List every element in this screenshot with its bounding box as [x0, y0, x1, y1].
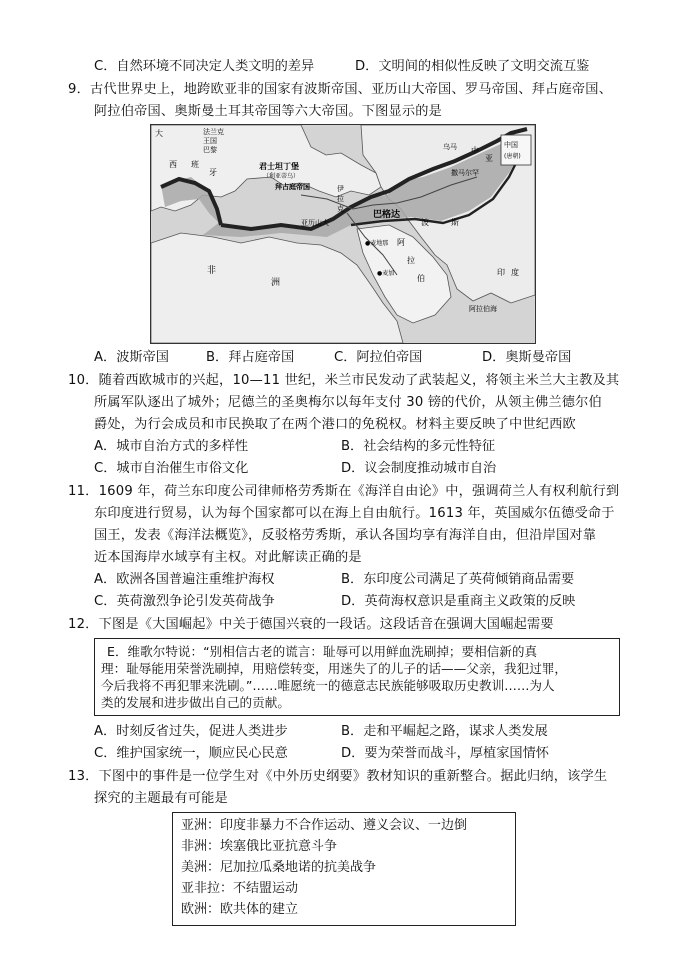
map-label-du: 度 — [511, 268, 519, 277]
map-label-ba: 巴黎 — [203, 146, 217, 154]
map-label-junshi: 君士坦丁堡 — [259, 162, 299, 171]
q11-option-d: D．英荷海权意识是重商主义政策的反映 — [341, 594, 576, 609]
q12-quote-line-3: 今后我将不再犯罪来洗刷。”……唯愿统一的德意志民族能够吸取历史教训……为人 — [101, 678, 555, 693]
q10-stem-line-3: 爵处，为行会成员和市民换取了在两个港口的免税权。材料主要反映了中世纪西欧 — [94, 417, 576, 432]
q9-stem-line-2: 阿拉伯帝国、奥斯曼土耳其帝国等六大帝国。下图显示的是 — [94, 104, 443, 119]
map-label-shuma: 撒马尔罕 — [451, 169, 479, 177]
q11-stem-line-1: 11．1609 年，荷兰东印度公司律师格劳秀斯在《海洋自由论》中，强调荷兰人有权利航行到 — [68, 484, 620, 499]
q10-option-a: A．城市自治方式的多样性 — [94, 439, 249, 454]
q10-option-d: D．议会制度推动城市自治 — [341, 461, 497, 476]
q13-summary-box — [172, 812, 516, 926]
q9-map-figure — [150, 124, 536, 344]
q11-stem-line-4: 近本国海岸水域享有主权。对此解读正确的是 — [94, 550, 362, 565]
map-label-yi: 伊 — [337, 185, 344, 193]
q11-option-a: A．欧洲各国普遍注重维护海权 — [94, 572, 275, 587]
map-label-bgd: 巴格达 — [373, 210, 401, 220]
q11-stem-line-2: 东印度进行贸易，认为每个国家都可以在海上自由航行。1613 年，英国威尔伍德受命于 — [94, 506, 615, 521]
map-label-mgjia: ●麦加 — [377, 270, 395, 277]
map-label-bo: 波 — [421, 218, 429, 227]
q9-stem-line-1: 9．古代世界史上，地跨欧亚非的国家有波斯帝国、亚历山大帝国、罗马帝国、拜占庭帝国、 — [68, 82, 613, 97]
map-label-ae2: 拉 — [407, 256, 415, 265]
q10-stem-line-2: 所属军队逐出了城外；尼德兰的圣奥梅尔以每年支付 30 镑的代价，从领主佛兰德尔伯 — [94, 395, 602, 410]
map-label-hai: 阿拉伯海 — [469, 305, 497, 313]
q10-option-b: B．社会结构的多元性特征 — [341, 439, 496, 454]
map-label-ae1: 阿 — [397, 238, 405, 247]
q12-stem-line-1: 12．下图是《大国崛起》中关于德国兴衰的一段话。这段话音在强调大国崛起需要 — [68, 617, 554, 632]
q9-option-c: C．阿拉伯帝国 — [334, 350, 423, 365]
q8-option-c: C．自然环境不同决定人类文明的差异 — [94, 59, 315, 74]
map-label-xi: 西 — [169, 160, 177, 169]
map-label-ke: 克 — [337, 205, 344, 213]
q10-option-c: C．城市自治催生市俗文化 — [94, 461, 249, 476]
q11-option-b: B．东印度公司满足了英荷倾销商品需要 — [341, 572, 575, 587]
q11-option-c: C．英荷激烈争论引发英荷战争 — [94, 594, 275, 609]
q8-option-d: D．文明间的相似性反映了文明交流互鉴 — [355, 59, 590, 74]
map-label-yl: （利亚蒂乌） — [263, 173, 300, 180]
q12-quote-box — [94, 638, 620, 716]
q13-summary-line-europe: 欧洲：欧共体的建立 — [181, 902, 299, 917]
map-label-la: 拉 — [337, 195, 344, 203]
q13-summary-line-afroasia: 亚非拉：不结盟运动 — [181, 881, 299, 896]
map-label-ban: 班 — [191, 160, 199, 169]
q12-option-c: C．维护国家统一，顺应民心民意 — [94, 746, 288, 761]
q13-summary-line-america: 美洲：尼加拉瓜桑地诺的抗美战争 — [181, 860, 377, 875]
map-label-wuma: 乌马 — [443, 143, 457, 151]
q11-stem-line-3: 国王，发表《海洋法概览》，反驳格劳秀斯，承认各国均享有海洋自由，但沿岸国对靠 — [94, 528, 597, 543]
map-label-ind: 印 — [497, 268, 505, 277]
q9-option-d: D．奥斯曼帝国 — [482, 350, 572, 365]
map-label-ae3: 伯 — [417, 274, 425, 283]
q13-summary-line-africa: 非洲：埃塞俄比亚抗意斗争 — [181, 839, 338, 854]
q10-stem-line-1: 10．随着西欧城市的兴起，10—11 世纪，米兰市民发动了武装起义，将领主米兰大主教及其 — [68, 373, 620, 388]
q13-summary-line-asia: 亚洲：印度非暴力不合作运动、遵义会议、一边倒 — [181, 818, 468, 833]
q12-quote-line-2: 理：耻辱能用荣誉洗刷掉，用赔偿转变，用迷失了的儿子的话——父亲，我犯过罪， — [101, 661, 567, 676]
q12-option-a: A．时刻反省过失，促进人类进步 — [94, 724, 288, 739]
map-label-ya: 牙 — [209, 168, 217, 177]
map-label-zg2: (唐朝) — [504, 153, 521, 160]
q9-option-b: B．拜占庭帝国 — [206, 350, 295, 365]
map-label-zg: 中国 — [504, 141, 518, 149]
map-label-si: 斯 — [451, 218, 459, 227]
q12-quote-line-1: E．维歌尔特说：“别相信古老的谎言：耻辱可以用鲜血洗刷掉；要相信新的真 — [107, 644, 538, 659]
q12-option-b: B．走和平崛起之路，谋求人类发展 — [341, 724, 548, 739]
map-label-mjn: ●麦地那 — [365, 240, 389, 247]
map-label-zhou: 洲 — [271, 278, 281, 288]
q12-option-d: D．要为荣誉而战斗，厚植家国情怀 — [341, 746, 549, 761]
map-label-fei: 非 — [207, 266, 217, 276]
q13-stem-line-1: 13．下图中的事件是一位学生对《中外历史纲要》教材知识的重新整合。据此归纳，该学生 — [68, 769, 608, 784]
map-label-zhong: 中 — [471, 146, 479, 155]
q13-stem-line-2: 探究的主题最有可能是 — [94, 791, 228, 806]
map-label-ya2: 亚 — [485, 154, 493, 163]
map-label-alxd: 亚历山大 — [301, 219, 329, 227]
q9-option-a: A．波斯帝国 — [94, 350, 169, 365]
map-label-fa: 法兰克 — [203, 128, 224, 136]
map-svg — [151, 125, 535, 343]
map-label-bz: 拜占庭帝国 — [275, 183, 310, 191]
q12-quote-line-4: 类的发展和进步做出自己的贡献。 — [101, 695, 290, 710]
map-label-wang: 王国 — [203, 137, 217, 145]
map-label-da: 大 — [155, 129, 163, 138]
map-china-box — [501, 135, 531, 165]
